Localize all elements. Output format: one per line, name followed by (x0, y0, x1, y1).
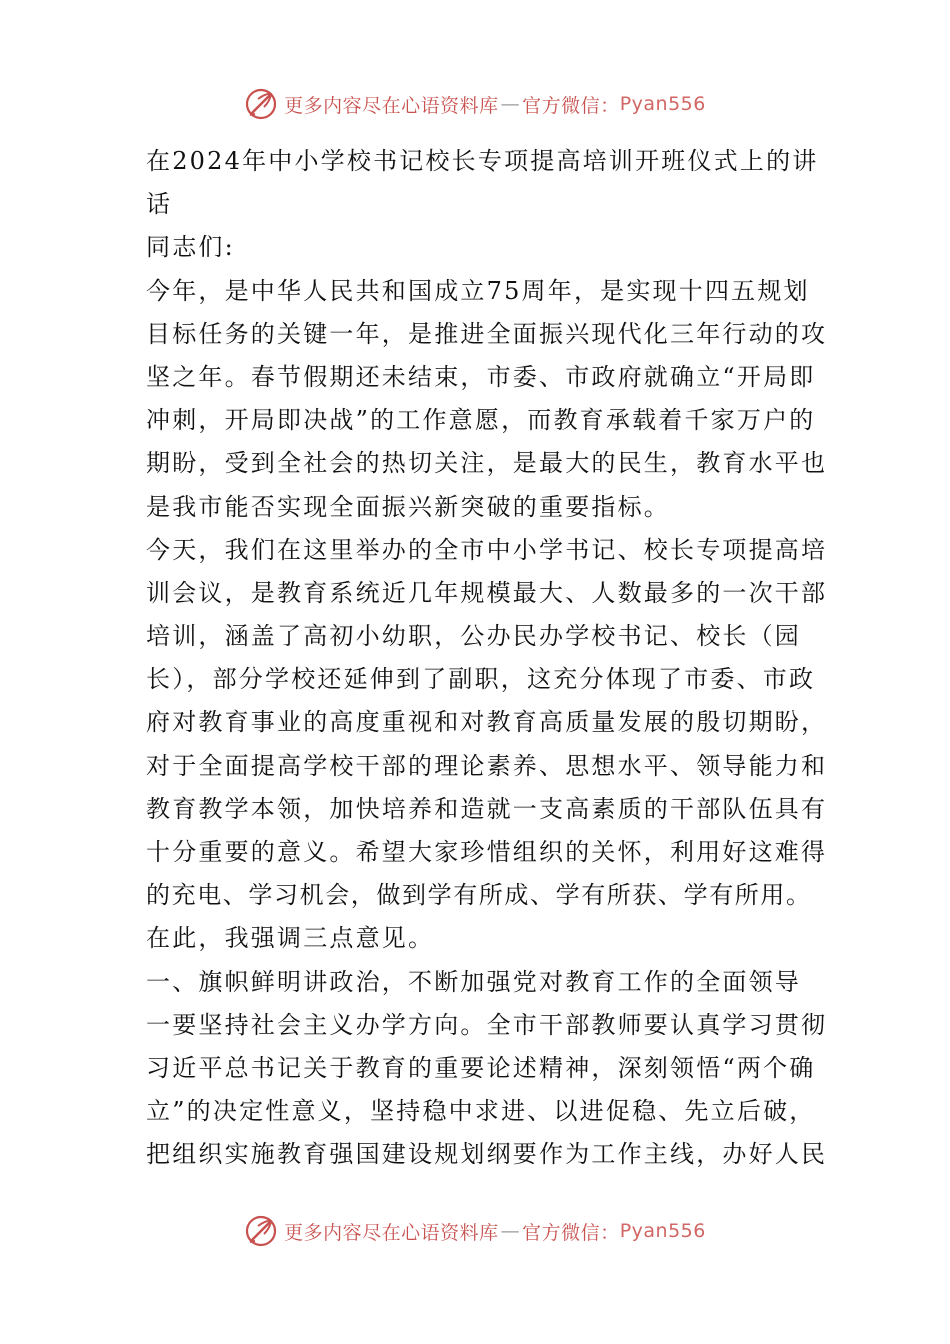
watermark-separator: — (500, 1220, 521, 1242)
paragraph-line: 目标任务的关键一年，是推进全面振兴现代化三年行动的攻 (146, 319, 828, 348)
quill-logo-icon (244, 87, 278, 121)
paragraph-line: 期盼，受到全社会的热切关注，是最大的民生，教育水平也 (146, 449, 828, 478)
paragraph-line: 习近平总书记关于教育的重要论述精神，深刻领悟“两个确 (146, 1053, 816, 1082)
doc-title-line: 话 (146, 190, 173, 219)
quill-logo-icon (244, 1214, 278, 1248)
section-heading: 一、旗帜鲜明讲政治，不断加强党对教育工作的全面领导 (146, 967, 801, 996)
paragraph-line: 教育教学本领，加快培养和造就一支高素质的干部队伍具有 (146, 794, 828, 823)
watermark-wechat-id: Pyan556 (619, 93, 706, 115)
watermark-separator: — (500, 93, 521, 115)
paragraph-line: 一要坚持社会主义办学方向。全市干部教师要认真学习贯彻 (146, 1010, 828, 1039)
watermark-text: 更多内容尽在心语资料库 (284, 94, 499, 117)
watermark-wechat-id: Pyan556 (619, 1220, 706, 1242)
doc-title-line: 在2024年中小学校书记校长专项提高培训开班仪式上的讲 (146, 147, 819, 175)
paragraph-line: 十分重要的意义。希望大家珍惜组织的关怀，利用好这难得 (146, 838, 828, 866)
paragraph-line: 冲刺，开局即决战”的工作意愿，而教育承载着千家万户的 (146, 406, 816, 435)
watermark-wechat-label: 官方微信： (522, 1221, 620, 1244)
paragraph-line: 今天，我们在这里举办的全市中小学书记、校长专项提高培 (146, 535, 828, 564)
watermark-footer (0, 1213, 950, 1249)
paragraph-line: 的充电、学习机会，做到学有所成、学有所获、学有所用。 (146, 881, 812, 910)
paragraph-line: 对于全面提高学校干部的理论素养、思想水平、领导能力和 (146, 751, 828, 780)
paragraph-line: 在此，我强调三点意见。 (146, 924, 435, 953)
watermark-header (0, 86, 950, 122)
paragraph-line: 府对教育事业的高度重视和对教育高质量发展的殷切期盼， (146, 708, 828, 737)
paragraph-line: 今年，是中华人民共和国成立75周年，是实现十四五规划 (146, 276, 810, 305)
paragraph-line: 坚之年。春节假期还未结束，市委、市政府就确立“开局即 (146, 362, 816, 391)
document-body (146, 140, 828, 1177)
salutation: 同志们: (146, 233, 235, 262)
paragraph-line: 长），部分学校还延伸到了副职，这充分体现了市委、市政 (146, 665, 816, 694)
paragraph-line: 立”的决定性意义，坚持稳中求进、以进促稳、先立后破， (146, 1097, 816, 1126)
paragraph-line: 训会议，是教育系统近几年规模最大、人数最多的一次干部 (146, 578, 828, 607)
paragraph-line: 是我市能否实现全面振兴新突破的重要指标。 (146, 492, 670, 521)
watermark-wechat-label: 官方微信： (522, 94, 620, 117)
watermark-text: 更多内容尽在心语资料库 (284, 1221, 499, 1244)
paragraph-line: 培训，涵盖了高初小幼职，公办民办学校书记、校长（园 (146, 622, 801, 651)
paragraph-line: 把组织实施教育强国建设规划纲要作为工作主线，办好人民 (146, 1140, 828, 1169)
